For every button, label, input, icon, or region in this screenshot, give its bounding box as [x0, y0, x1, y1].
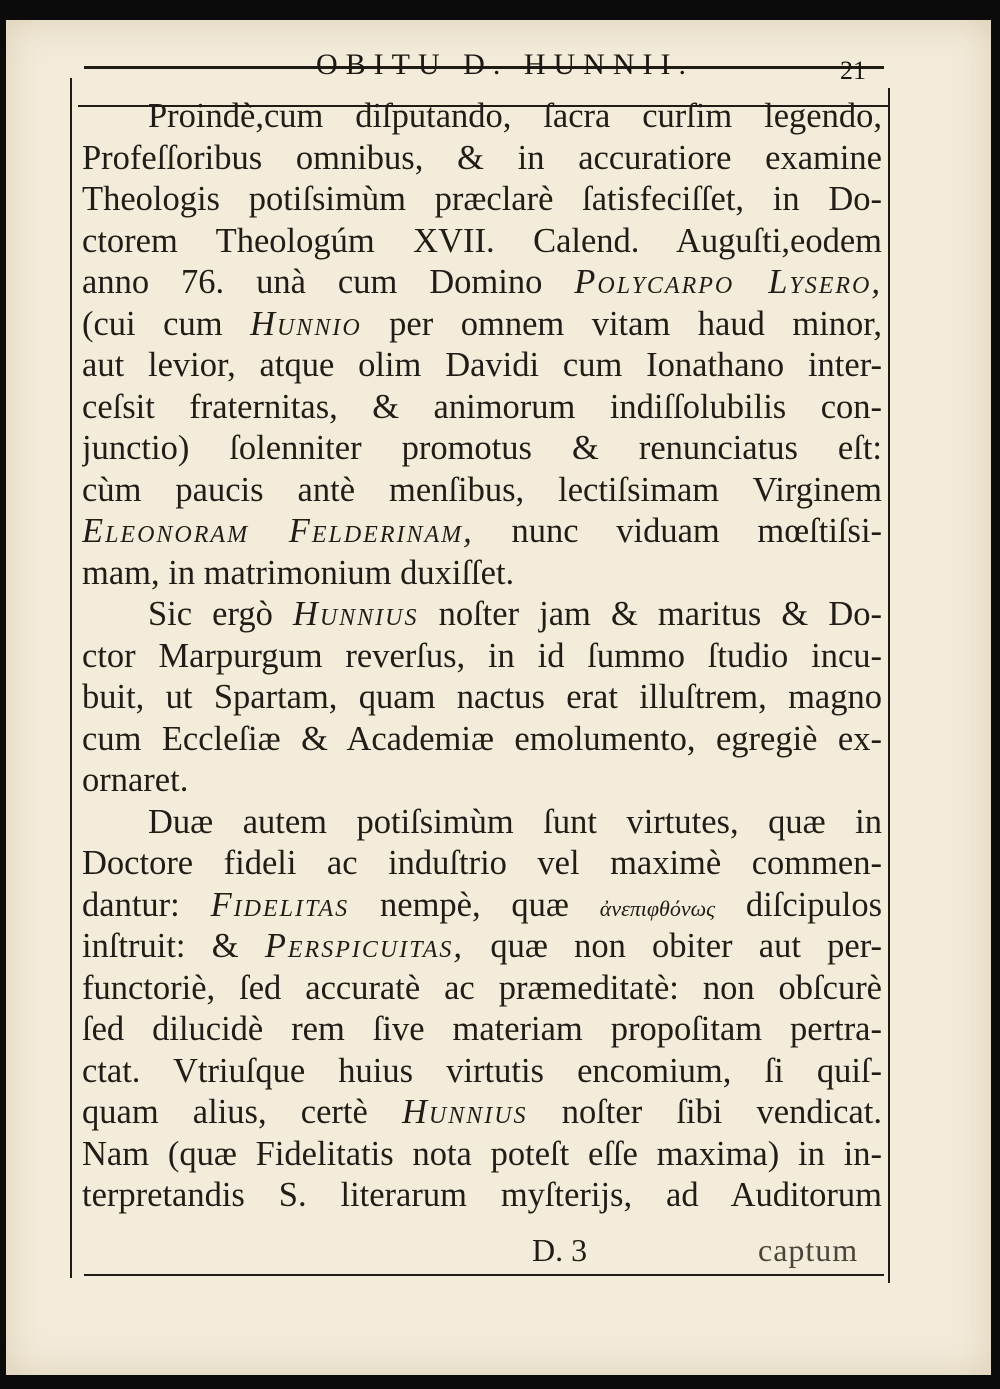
text-line: quam alius, certè Hunnius noſter ſibi vendicat.	[82, 1093, 882, 1131]
text-line: Doctore fideli ac induſtrio vel maximè commen-	[82, 844, 882, 882]
text-line: Proindè,cum diſputando, ſacra curſim legendo,	[148, 97, 882, 135]
text-line: cùm paucis antè menſibus, lectiſsimam Virginem	[82, 470, 882, 509]
text-line: dantur: Fidelitas nempè, quæ ἀνεπιφθόνως diſcipulos	[82, 885, 882, 924]
term-small-caps: Perspicuitas,	[264, 927, 465, 965]
text-line: Theologis potiſsimùm præclarè ſatisfeciſſet, in Do-	[82, 180, 882, 218]
text-line: cum Eccleſiæ & Academiæ emolumento, egregiè ex-	[82, 719, 882, 758]
text-line: anno 76. unà cum Domino Polycarpo Lysero,	[82, 263, 882, 301]
running-title: OBITU D. HUNNII.	[316, 48, 694, 81]
text-line: Nam (quæ Fidelitatis nota poteſt eſſe maxima) in in-	[82, 1134, 882, 1173]
text-line: aut levior, atque olim Davidi cum Ionathano inter-	[82, 346, 882, 384]
text-line: (cui cum Hunnio per omnem vitam haud minor,	[82, 304, 882, 343]
text-line: terpretandis S. literarum myſterijs, ad Auditorum	[82, 1176, 882, 1214]
text-line: ſed dilucidè rem ſive materiam propoſitam pertra-	[82, 1010, 882, 1048]
text-line: ornaret.	[82, 761, 189, 799]
text-line: mam, in matrimonium duxiſſet.	[82, 553, 515, 592]
text-line: inſtruit: & Perspicuitas, quæ non obiter aut per-	[82, 927, 882, 965]
term-small-caps: Fidelitas	[210, 885, 350, 924]
catchword: captum	[758, 1232, 859, 1268]
text-line: ctorem Theologúm XVII. Calend. Auguſti,eodem	[82, 221, 882, 260]
text-line: Eleonoram Felderinam, nunc viduam mœſtiſsi-	[82, 512, 882, 550]
name-small-caps: Hunnius	[292, 595, 419, 633]
signature-mark: D. 3	[532, 1232, 588, 1268]
text-line: Sic ergò Hunnius noſter jam & maritus & Do-	[148, 595, 882, 633]
footer-rule	[84, 1274, 884, 1276]
page-number: 21	[840, 56, 866, 85]
text-line: Profeſſoribus omnibus, & in accuratiore examine	[82, 138, 882, 177]
name-small-caps: Hunnius	[401, 1093, 528, 1131]
text-line: Duæ autem potiſsimùm ſunt virtutes, quæ in	[148, 802, 882, 841]
text-line: junctio) ſolenniter promotus & renunciatus eſt:	[82, 429, 882, 467]
text-line: buit, ut Spartam, quam nactus erat illuſtrem, magno	[82, 678, 882, 716]
name-small-caps: Hunnio	[250, 304, 362, 343]
greek-word: ἀνεπιφθόνως	[599, 895, 716, 921]
left-margin-rule	[70, 78, 72, 1278]
text-line: ctor Marpurgum reverſus, in id ſummo ſtudio incu-	[82, 636, 882, 675]
main-text	[82, 96, 882, 1217]
text-line: ceſsit fraternitas, & animorum indiſſolubilis con-	[82, 387, 882, 426]
name-small-caps: Eleonoram Felderinam,	[82, 512, 474, 550]
text-line: functoriè, ſed accuratè ac præmeditatè: non obſcurè	[82, 968, 882, 1007]
text-line: ctat. Vtriuſque huius virtutis encomium, ſi quiſ-	[82, 1051, 882, 1090]
right-margin-rule	[888, 88, 890, 1283]
name-small-caps: Polycarpo Lysero,	[574, 263, 882, 301]
